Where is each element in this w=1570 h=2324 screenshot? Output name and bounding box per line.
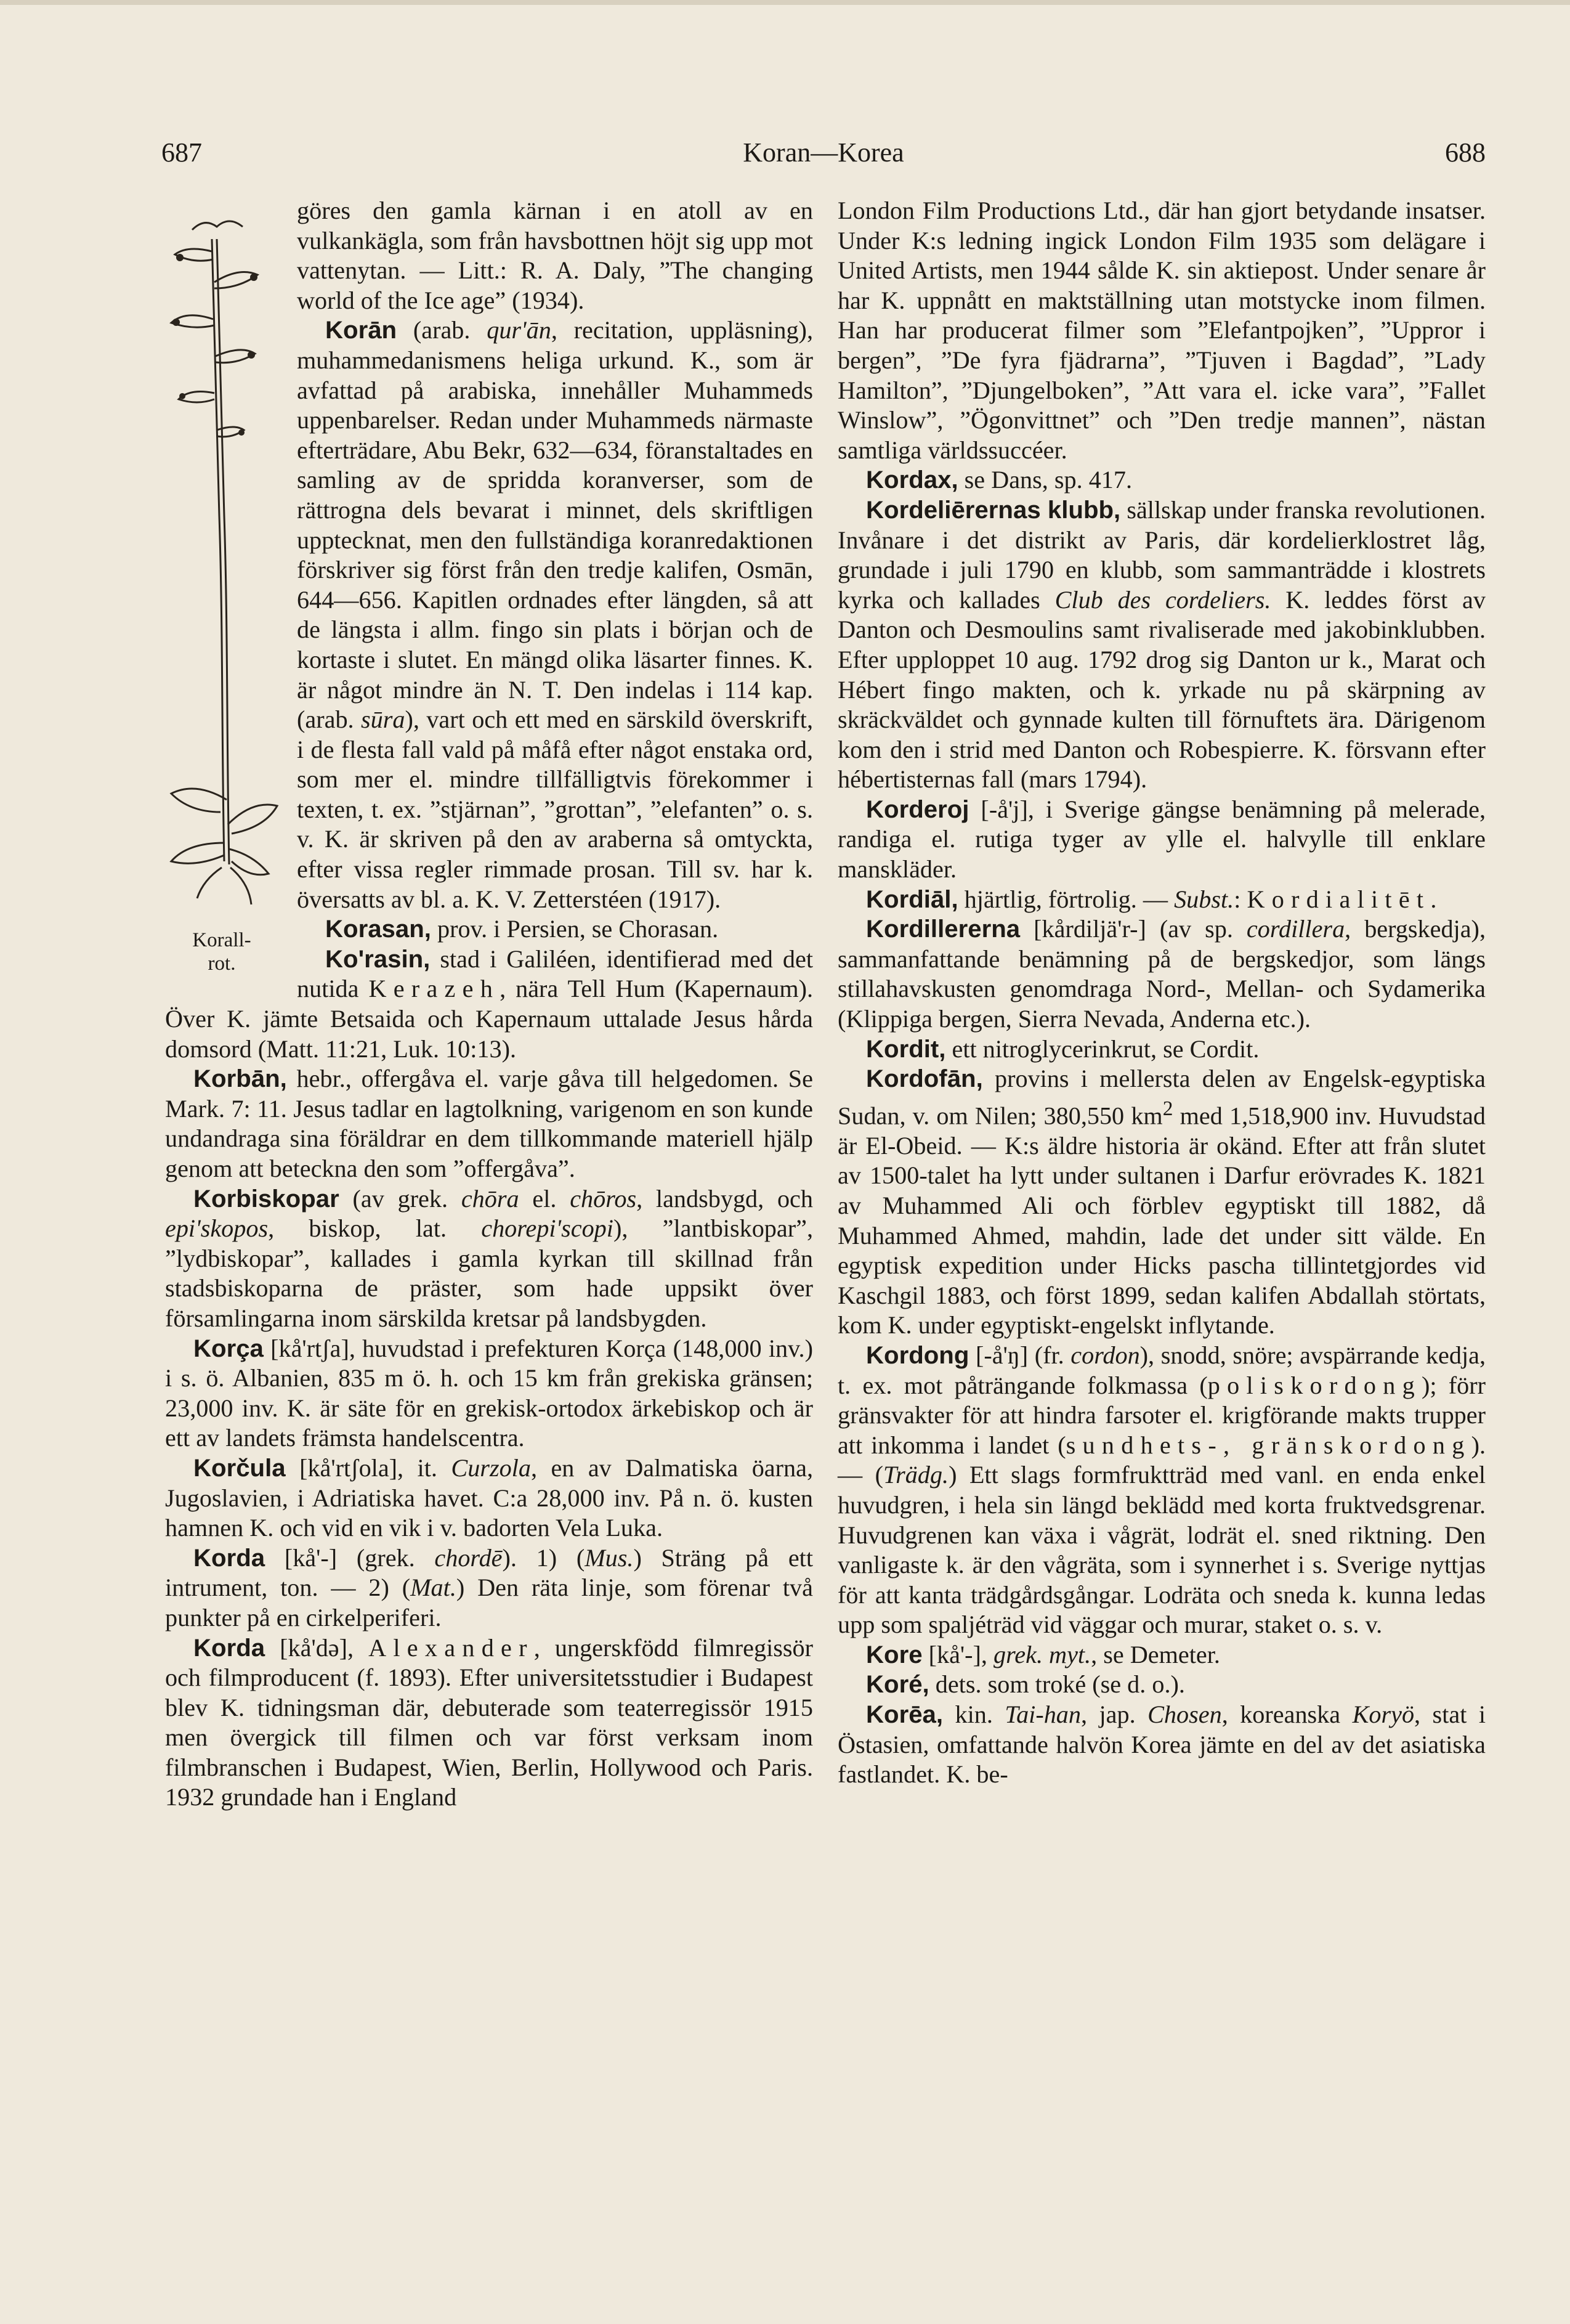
entry-superscript: 2 [1162, 1097, 1173, 1120]
entry-kordit [838, 1034, 1486, 1065]
entry-text: hjärtlig, förtrolig. — [958, 885, 1175, 913]
entry-korderoj [838, 795, 1486, 885]
entry-text: [kå'də], [265, 1633, 369, 1662]
entry-text: ), snodd, snöre; avspärrande kedja, t. ex. mot påträngande folkmassa ( [838, 1341, 1486, 1399]
entry-headword: Kordong [866, 1341, 969, 1369]
entry-headword: Koré, [866, 1670, 929, 1699]
page-edge [0, 0, 1570, 5]
entry-italic: Chosen [1147, 1700, 1222, 1729]
entry-headword: Ko'rasin, [325, 945, 431, 973]
entry-text: se Dans, sp. 417. [958, 466, 1133, 494]
running-title: Koran—Korea [743, 137, 904, 168]
entry-italic: Trädg. [883, 1461, 949, 1489]
entry-text: ) Sträng på ett intrument, ton. — 2) ( [165, 1543, 813, 1602]
entry-headword: Korēa, [866, 1700, 944, 1729]
page-number-right: 688 [1445, 137, 1486, 168]
entry-spaced: sundhets-, gränskordong [1066, 1431, 1471, 1459]
entry-text: kin. [943, 1700, 1005, 1729]
coral-root-figure [155, 196, 288, 975]
entry-headword: Korderoj [866, 795, 969, 823]
entry-text: ). — ( [838, 1431, 1486, 1489]
entry-italic: sūra [361, 705, 405, 734]
entry-korea [838, 1700, 1486, 1790]
entry-text: , ungerskfödd filmregissör och filmproducent (f. 1893). Efter universitetsstudier i Budapest blev K. tidningsman där, debuterade som teaterregissör 1915 men övergick till filmen och var först verksam inom filmbranschen i Budapest, Wien, Berlin, Hollywood och Paris. 1932 grundade han i England [165, 1633, 814, 1811]
entry-text: [-å'j], i Sverige gängse benämning på melerade, randiga el. rutiga tyger av ylle el. halvylle till enklare manskläder. [838, 795, 1486, 884]
entry-italic: Subst. [1174, 885, 1234, 913]
entry-headword: Korbiskopar [193, 1184, 339, 1213]
entry-headword: Kore [866, 1640, 923, 1668]
entry-headword: Korasan, [325, 915, 431, 943]
entry-atoll-continuation: göres den gamla kärnan i en atoll av en vulkankägla, som från havsbottnen höjt sig upp mot vattenytan. — Litt.: R. A. Daly, ”The changing world of the Ice age” (1934). [297, 197, 813, 314]
coral-root-plant-icon [155, 196, 288, 917]
figure-caption-line: rot. [208, 953, 236, 975]
entry-italic: chordē [434, 1543, 503, 1572]
entry-italic: Koryö [1352, 1700, 1415, 1729]
entry-kore [838, 1640, 1486, 1670]
entry-korbiskopar [165, 1184, 813, 1334]
entry-italic: cordillera [1246, 915, 1345, 943]
entry-text: , se Demeter. [1091, 1640, 1220, 1668]
left-column [165, 196, 813, 1813]
entry-italic: qur'ān [487, 316, 551, 344]
entry-text: (av grek. [339, 1184, 461, 1213]
entry-text: el. [519, 1184, 570, 1213]
entry-text: [kå'-] (grek. [265, 1543, 435, 1572]
entry-italic: Curzola [451, 1453, 531, 1482]
page-number-left: 687 [161, 137, 202, 168]
right-column [838, 196, 1486, 1790]
entry-text: ), vart och ett med en särskild överskrift, i de flesta fall vald på måfå efter något enstaka ord, som mer el. mindre tillfälligtvis förekommer i texten, t. ex. ”stjärnan”, ”grottan”, ”elefanten” o. s. v. K. är skriven på den av araberna så omtyckta, efter vissa regler rimmade prosan. Till sv. har k. översatts av bl. a. K. V. Zetterstéen (1917). [297, 705, 813, 913]
entry-text: prov. i Persien, se Chorasan. [431, 915, 719, 943]
entry-korda-chord [165, 1543, 813, 1633]
entry-text: , en av Dalmatiska öarna, Jugoslavien, i Adriatiska havet. C:a 28,000 inv. På n. ö. kusten hamnen K. och vid en vik i v. badorten Vela Luka. [165, 1453, 813, 1542]
entry-headword: Korbān, [193, 1065, 287, 1093]
entry-korban [165, 1064, 813, 1184]
entry-text: dets. som troké (se d. o.). [929, 1670, 1185, 1699]
entry-korcula [165, 1453, 813, 1543]
entry-text: , koreanska [1221, 1700, 1353, 1729]
entry-text: provins i mellersta delen av Engelsk-egyptiska Sudan, v. om Nilen; 380,550 km [838, 1065, 1486, 1130]
figure-caption [155, 928, 288, 975]
entry-text: , nära Tell Hum (Kapernaum). Över K. jämte Betsaida och Kapernaum uttalade Jesus hårda domsord (Matt. 11:21, Luk. 10:13). [165, 975, 814, 1063]
entry-korda-continuation: London Film Productions Ltd., där han gjort betydande insatser. Under K:s ledning ingick London Film 1935 som delägare i United Artists, men 1944 sålde K. sin aktiepost. Under senare år har K. uppnått en maktställning utan motstycke inom filmen. Han har producerat filmer som ”Elefantpojken”, ”Uppror i bergen”, ”De fyra fjädrarna”, ”Tjuven i Bagdad”, ”Lady Hamilton”, ”Djungelboken”, ”Att vara el. icke vara”, ”Fallet Winslow”, ”Ögonvittnet” och ”Den tredje mannen”, nästan samtliga världssuccéer. [838, 197, 1486, 464]
entry-text: , biskop, lat. [268, 1214, 482, 1243]
entry-spaced: Alexander [368, 1633, 534, 1662]
entry-kordelierernas-klubb [838, 495, 1486, 795]
entry-text: [kå'-], [922, 1640, 994, 1668]
entry-spaced: Kerazeh [368, 975, 500, 1003]
entry-text: med 1,518,900 inv. Huvudstad är El-Obeid. — K:s äldre historia är okänd. Efter att från slutet av 1500-talet ha lytt under sultanen i Darfur erövrades K. 1821 av Muhammed Ali och förblev egyptiskt till 1882, då Muhammed Ahmed, mahdin, lade det under sitt välde. En egyptisk expedition under Hicks pascha tillintetgjordes vid Kaschgil 1883, och först 1899, sedan kalifen Abdallah störtats, kom K. under egyptiskt-engelskt inflytande. [838, 1102, 1486, 1339]
entry-headword: Korça [193, 1334, 264, 1362]
entry-text: . [1430, 885, 1437, 913]
entry-italic: Mus. [585, 1543, 634, 1572]
entry-italic: cordon [1070, 1341, 1140, 1369]
entry-headword: Korda [193, 1633, 265, 1662]
page-header [161, 137, 1486, 180]
entry-korda-alexander [165, 1633, 813, 1813]
entry-text: ) Ett slags formfruktträd med vanl. en enda enkel huvudgren, i hela sin längd beklädd med korta fruktvedsgrenar. Huvudgrenen kan växa i vågrät, lodrät el. sned riktning. Den vanligaste k. är den vågräta, som i synnerhet i s. Sverige nyttjas för att kanta trädgårdsgångar. Lodräta och sneda k. kunna ledas upp som spaljéträd vid väggar och murar, staket o. s. v. [838, 1461, 1486, 1639]
entry-text: , stat i Östasien, omfattande halvön Korea jämte en del av det asiatiska fastlandet. K. be- [838, 1700, 1486, 1789]
entry-text: K. leddes först av Danton och Desmoulins samt rivaliserade med jakobinklubben. Efter upploppet 10 aug. 1792 drog sig Danton ur k., Marat och Hébert fingo makten, och k. yrkade nu på skärpning av skräckväldet och gynnade kulten till förnuftets ära. Därigenom kom den i strid med Danton och Robespierre. K. försvann efter hébertisternas fall (mars 1794). [838, 585, 1486, 794]
entry-kordong [838, 1341, 1486, 1640]
entry-kore-troke [838, 1670, 1486, 1700]
entry-italic: Club des cordeliers. [1054, 585, 1271, 614]
entry-text: sällskap under franska revolutionen. Invånare i det distrikt av Paris, där kordelierklostret låg, grundade i juli 1790 en klubb, som sammanträdde i klostrets kyrka och kallades [838, 495, 1486, 614]
entry-headword: Kordeliērernas klubb, [866, 495, 1121, 524]
entry-headword: Korda [193, 1543, 265, 1572]
entry-italic: epi'skopos [165, 1214, 269, 1243]
entry-text: , landsbygd, och [636, 1184, 813, 1213]
entry-text: ); förr gränsvakter för att hindra farsoter el. krigförande makts trupper att inkomma i landet ( [838, 1371, 1486, 1459]
entry-italic: Mat. [410, 1574, 456, 1602]
entry-headword: Kordiāl, [866, 885, 958, 913]
entry-text: [kå'rtʃa], huvudstad i prefekturen Korça (148,000 inv.) i s. ö. Albanien, 835 m ö. h. och 15 km från grekiska gränsen; 23,000 inv. K. är säte för en grekisk-ortodox ärkebiskop och är ett av landets främsta handelscentra. [165, 1334, 813, 1452]
entry-kordillererna [838, 914, 1486, 1034]
entry-italic: chorepi'scopi [481, 1214, 613, 1243]
entry-headword: Kordofān, [866, 1065, 983, 1093]
entry-kordial [838, 885, 1486, 915]
entry-text: , recitation, uppläsning), muhammedanismens heliga urkund. K., som är avfattad på arabiska, innehåller Muhammeds uppenbarelser. Redan under Muhammeds närmaste efterträdare, Abu Bekr, 632—634, föranstaltades en samling av de spridda koranverser, som de rättrogna dels bevarat i minnet, dels skriftligen upptecknat, men den fullständiga koranredaktionen förskriver sig först från den tredje kalifen, Osmān, 644—656. Kapitlen ordnades efter längden, så att de längsta i allm. fingo sin plats i början och de kortaste i slutet. En mängd olika läsarter finnes. K. är något mindre än N. T. Den indelas i 114 kap. (arab. [297, 316, 813, 734]
entry-text: , jap. [1081, 1700, 1148, 1729]
entry-headword: Kordillererna [866, 915, 1021, 943]
entry-text: ). 1) ( [502, 1543, 585, 1572]
entry-text: , bergskedja), sammanfattande benämning på de bergskedjor, som längs stillahavskusten genomdraga Nord-, Mellan- och Sydamerika (Klippiga bergen, Sierra Nevada, Anderna etc.). [838, 915, 1486, 1033]
entry-text: [-å'ŋ] (fr. [969, 1341, 1071, 1369]
entry-italic: grek. myt. [993, 1640, 1091, 1668]
entry-text: ) Den räta linje, som förenar två punkter på en cirkelperiferi. [165, 1574, 813, 1631]
entry-headword: Kordax, [866, 466, 958, 494]
entry-text: [kå'rtʃola], it. [285, 1453, 451, 1482]
entry-spaced: poliskordong [1207, 1371, 1422, 1399]
entry-text: hebr., offergåva el. varje gåva till helgedomen. Se Mark. 7: 11. Jesus tadlar en lagtolkning, varigenom en son kunde undandraga sina föräldrar en dem tillkommande materiell hjälp genom att beteckna den som ”offergåva”. [165, 1065, 813, 1182]
entry-text: stad i Galiléen, identifierad med det nutida [297, 945, 813, 1003]
entry-text: (arab. [397, 316, 487, 344]
entry-headword: Korān [325, 316, 397, 344]
entry-italic: chōra [461, 1184, 519, 1213]
entry-spaced: Kordialitēt [1247, 885, 1431, 913]
entry-headword: Korčula [193, 1453, 286, 1482]
entry-italic: chōros [570, 1184, 637, 1213]
figure-caption-line: Korall- [192, 929, 251, 951]
entry-headword: Kordit, [866, 1034, 946, 1063]
entry-korca [165, 1334, 813, 1453]
entry-text: : [1234, 885, 1247, 913]
entry-kordax [838, 465, 1486, 495]
entry-text: [kårdiljä'r-] (av sp. [1020, 915, 1247, 943]
entry-text: ett nitroglycerinkrut, se Cordit. [945, 1034, 1260, 1063]
entry-kordofan [838, 1064, 1486, 1341]
entry-text: ), ”lantbiskopar”, ”lydbiskopar”, kallades i gamla kyrkan till skillnad från stadsbiskoparna de präster, som hade uppsikt över församlingarna inom särskilda kretsar på landsbygden. [165, 1214, 813, 1332]
entry-italic: Tai-han [1005, 1700, 1081, 1729]
